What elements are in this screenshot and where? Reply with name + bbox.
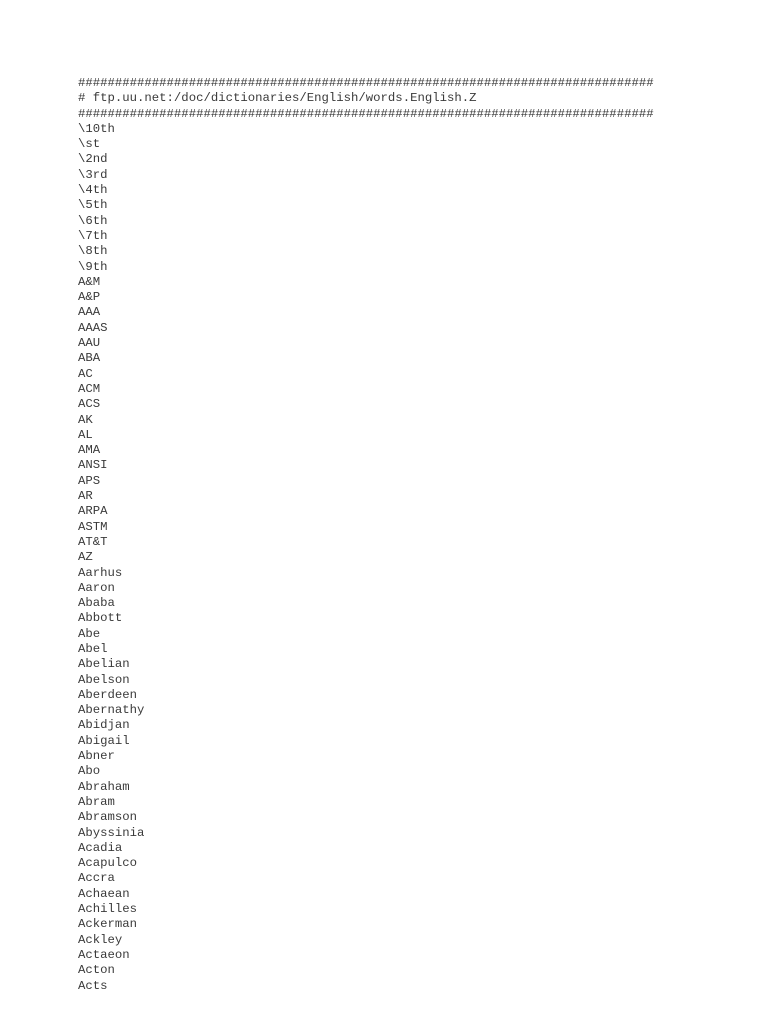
- word-entry: A&P: [78, 290, 101, 305]
- word-entry: Acts: [78, 978, 108, 993]
- word-entry: Abram: [78, 794, 115, 809]
- word-entry: ABA: [78, 351, 101, 366]
- word-entry: Abramson: [78, 810, 138, 825]
- word-entry: Acton: [78, 963, 115, 978]
- word-entry: Acadia: [78, 840, 123, 855]
- word-entry: \4th: [78, 183, 108, 198]
- word-entry: ARPA: [78, 504, 108, 519]
- word-entry: AAAS: [78, 320, 108, 335]
- word-entry: Ababa: [78, 596, 115, 611]
- word-entry: Abbott: [78, 611, 123, 626]
- word-entry: AR: [78, 489, 93, 504]
- word-entry: Abidjan: [78, 718, 130, 733]
- word-entry: Actaeon: [78, 947, 130, 962]
- word-entry: ACM: [78, 381, 101, 396]
- word-entry: Abo: [78, 764, 101, 779]
- word-entry: \2nd: [78, 152, 108, 167]
- header-rule-top: ##############################################################################: [78, 76, 654, 90]
- word-entry: AMA: [78, 443, 101, 458]
- word-entry: Abe: [78, 626, 101, 641]
- word-entry: Abner: [78, 749, 115, 764]
- header-rule-bottom: ##############################################################################: [78, 106, 654, 121]
- word-entry: Aberdeen: [78, 687, 138, 702]
- word-entry: Abyssinia: [78, 825, 145, 840]
- word-entry: \10th: [78, 121, 115, 136]
- word-entry: AK: [78, 412, 93, 427]
- word-entry: Acapulco: [78, 856, 138, 871]
- word-entry: AC: [78, 366, 93, 381]
- word-entry: Abelian: [78, 657, 130, 672]
- word-entry: Abraham: [78, 779, 130, 794]
- word-entry: \7th: [78, 228, 108, 243]
- word-entry: \6th: [78, 213, 108, 228]
- word-entry: \5th: [78, 198, 108, 213]
- word-entry: AL: [78, 427, 93, 442]
- word-entry: APS: [78, 473, 101, 488]
- word-entry: Ackerman: [78, 917, 138, 932]
- word-entry: ANSI: [78, 458, 108, 473]
- word-entry: Abernathy: [78, 703, 145, 718]
- word-entry: \8th: [78, 244, 108, 259]
- word-entry: Abel: [78, 641, 108, 656]
- word-entry: A&M: [78, 274, 101, 289]
- word-entry: AAA: [78, 305, 101, 320]
- word-entry: Accra: [78, 871, 115, 886]
- word-entry: AAU: [78, 336, 101, 351]
- word-entry: \9th: [78, 259, 108, 274]
- word-entry: Aaron: [78, 580, 115, 595]
- word-entry: ASTM: [78, 519, 108, 534]
- word-entry: Achilles: [78, 902, 138, 917]
- word-entry: ACS: [78, 397, 101, 412]
- word-entry: Abelson: [78, 672, 130, 687]
- header-source-path: # ftp.uu.net:/doc/dictionaries/English/words.English.Z: [78, 91, 477, 106]
- word-entry: AZ: [78, 550, 93, 565]
- word-entry: \3rd: [78, 167, 108, 182]
- word-entry: Achaean: [78, 886, 130, 901]
- word-entry: Ackley: [78, 932, 123, 947]
- word-entry: Aarhus: [78, 565, 123, 580]
- word-entry: Abigail: [78, 733, 130, 748]
- word-entry: AT&T: [78, 534, 108, 549]
- word-list: [78, 122, 654, 994]
- word-list-text: [78, 76, 654, 994]
- word-entry: \st: [78, 137, 101, 152]
